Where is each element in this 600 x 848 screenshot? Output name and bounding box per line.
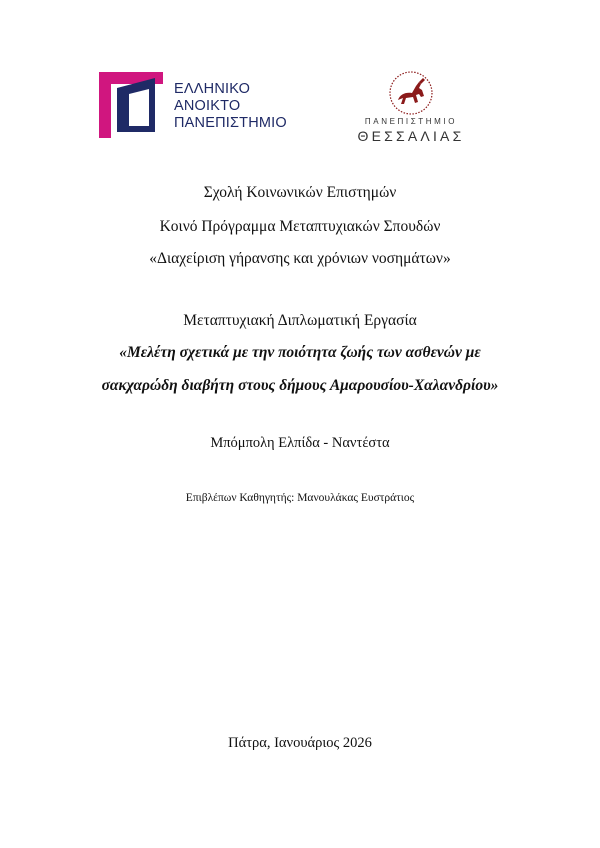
thesis-title-line1: «Μελέτη σχετικά με την ποιότητα ζωής των ασθενών με xyxy=(119,344,481,361)
author-name: Μπόμπολη Ελπίδα - Ναντέστα xyxy=(210,435,390,451)
eap-logo-line3: ΠΑΝΕΠΙΣΤΗΜΙΟ xyxy=(174,115,287,131)
thesis-title-line2: σακχαρώδη διαβήτη στους δήμους Αμαρουσίου-Χαλανδρίου» xyxy=(101,377,499,394)
eap-logo-line1: ΕΛΛΗΝΙΚΟ xyxy=(174,81,251,97)
centaur-emblem-icon xyxy=(386,70,436,116)
supervisor-line: Επιβλέπων Καθηγητής: Μανουλάκας Ευστράτιος xyxy=(185,492,415,504)
uth-logo-line2: ΘΕΣΣΑΛΙΑΣ xyxy=(357,128,465,144)
place-date: Πάτρα, Ιανουάριος 2026 xyxy=(228,735,372,751)
eap-logo-mark xyxy=(99,72,171,142)
program-name: Κοινό Πρόγραμμα Μεταπτυχιακών Σπουδών xyxy=(159,218,441,235)
uth-logo-line1: ΠΑΝΕΠΙΣΤΗΜΙΟ xyxy=(364,117,458,126)
thesis-type: Μεταπτυχιακή Διπλωματική Εργασία xyxy=(183,312,417,329)
eap-logo-line2: ΑΝΟΙΚΤΟ xyxy=(174,98,241,114)
eap-logo xyxy=(99,72,287,142)
eap-logo-text xyxy=(174,81,287,132)
uth-logo xyxy=(356,70,466,150)
school-name: Σχολή Κοινωνικών Επιστημών xyxy=(203,184,397,201)
specialization-name: «Διαχείριση γήρανσης και χρόνιων νοσημάτων» xyxy=(149,250,451,267)
